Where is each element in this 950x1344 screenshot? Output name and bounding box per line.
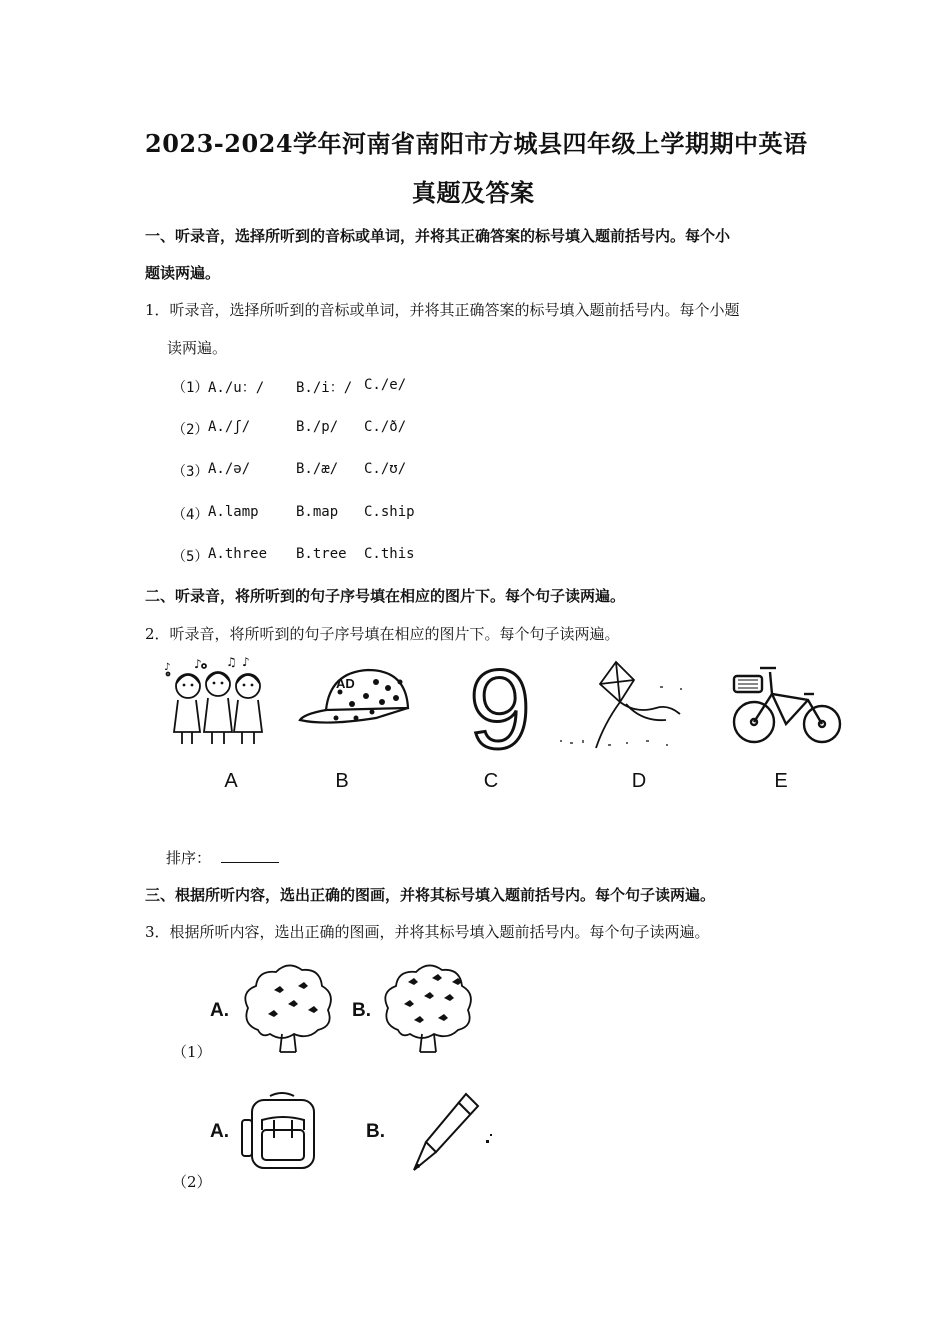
- picture-label-e: E: [774, 770, 788, 792]
- option-row: [172, 504, 208, 524]
- option-label-a: A.: [210, 1121, 229, 1142]
- question-1-text-cont: 读两遍。: [167, 339, 228, 357]
- option-b: B./i：/: [296, 380, 353, 396]
- item-number: （1）: [172, 1043, 212, 1061]
- bicycle-picture: [728, 658, 848, 748]
- picture-label-a: A: [224, 770, 238, 792]
- option-a: A.three: [208, 546, 268, 562]
- kite-picture: [556, 658, 696, 753]
- page-subtitle: 真题及答案: [412, 178, 535, 207]
- order-answer-blank[interactable]: [221, 848, 279, 863]
- section3-heading: 三、根据所听内容，选出正确的图画，并将其标号填入题前括号内。每个句子读两遍。: [145, 886, 716, 904]
- picture-label-b: B: [335, 770, 349, 792]
- option-label-b: B.: [366, 1121, 385, 1142]
- section1-heading: 一、听录音，选择所听到的音标或单词，并将其正确答案的标号填入题前括号内。每个小: [145, 227, 731, 245]
- option-b: B./p/: [296, 419, 339, 435]
- order-line: [166, 847, 279, 868]
- tree-with-birds-picture: [238, 960, 338, 1056]
- item-number: （4）: [172, 507, 209, 523]
- picture-label-d: D: [631, 770, 647, 792]
- tree-with-more-birds-picture: [378, 960, 478, 1056]
- pen-picture: [406, 1090, 496, 1180]
- page-title: 2023-2024学年河南省南阳市方城县四年级上学期期中英语: [145, 129, 808, 158]
- item-number: （5）: [172, 549, 209, 565]
- svg-text:♪: ♪: [164, 662, 171, 673]
- picture-label-c: C: [483, 770, 499, 792]
- option-row: [172, 461, 208, 481]
- option-a: A.lamp: [208, 504, 259, 520]
- cap-picture: [296, 662, 416, 732]
- cap-text: AD: [336, 676, 355, 691]
- option-b: B.map: [296, 504, 339, 520]
- option-c: C.this: [364, 546, 415, 562]
- option-b: B./æ/: [296, 461, 339, 477]
- option-row: [172, 546, 208, 566]
- question-1-text: 1．听录音，选择所听到的音标或单词，并将其正确答案的标号填入题前括号内。每个小题: [145, 301, 740, 319]
- singing-children-picture: [164, 656, 284, 748]
- item-number: （2）: [172, 1173, 212, 1191]
- svg-text:♪: ♪: [194, 657, 202, 671]
- item-number: （2）: [172, 422, 209, 438]
- order-label: 排序：: [166, 849, 212, 867]
- section1-heading-cont: 题读两遍。: [145, 264, 221, 282]
- option-c: C.ship: [364, 504, 415, 520]
- option-c: C./ð/: [364, 419, 407, 435]
- option-label-b: B.: [352, 1000, 371, 1021]
- svg-text:♪: ♪: [242, 656, 250, 669]
- number-nine-picture: [458, 652, 542, 756]
- option-row: [172, 377, 208, 397]
- svg-text:♫: ♫: [226, 656, 237, 669]
- item-number: （1）: [172, 380, 209, 396]
- option-b: B.tree: [296, 546, 347, 562]
- option-a: A./u：/: [208, 380, 265, 396]
- option-label-a: A.: [210, 1000, 229, 1021]
- option-c: C./e/: [364, 377, 407, 393]
- option-row: [172, 419, 208, 439]
- question-2-text: 2．听录音，将所听到的句子序号填在相应的图片下。每个句子读两遍。: [145, 625, 620, 643]
- backpack-picture: [240, 1090, 324, 1174]
- item-number: （3）: [172, 464, 209, 480]
- option-a: A./ə/: [208, 461, 251, 477]
- number-nine-glyph: 9: [468, 652, 532, 756]
- section2-heading: 二、听录音，将所听到的句子序号填在相应的图片下。每个句子读两遍。: [145, 587, 626, 605]
- question-3-text: 3．根据所听内容，选出正确的图画，并将其标号填入题前括号内。每个句子读两遍。: [145, 923, 710, 941]
- option-c: C./ʊ/: [364, 461, 407, 477]
- option-a: A./ʃ/: [208, 419, 251, 435]
